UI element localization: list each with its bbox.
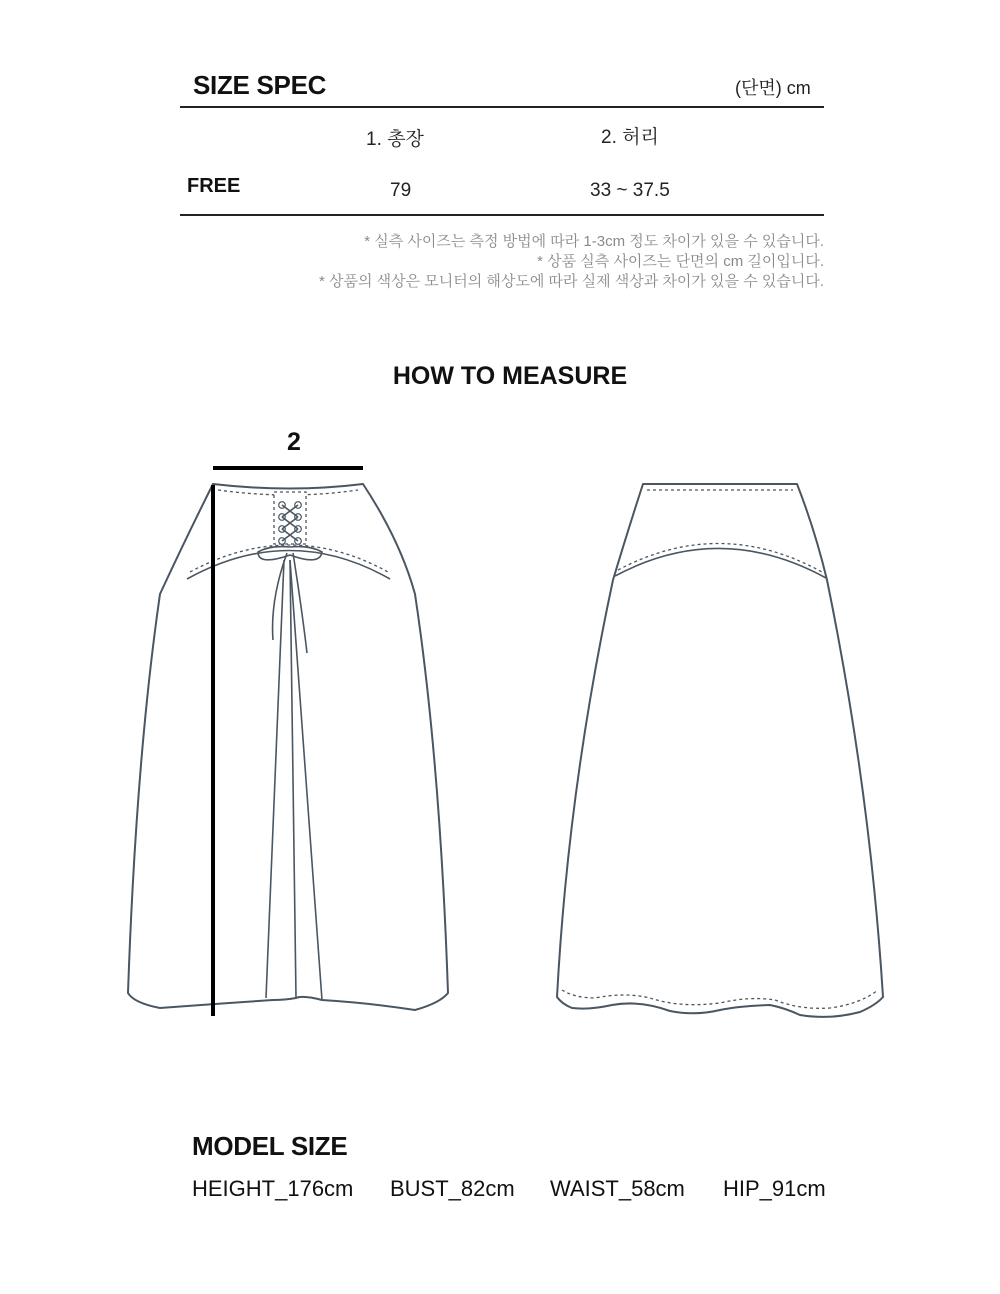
model-size-title: MODEL SIZE [192,1131,348,1161]
model-bust: BUST_82cm [390,1176,515,1201]
model-waist: WAIST_58cm [550,1176,685,1201]
waist-measure-label: 2 [287,428,301,456]
column-header-waist: 2. 허리 [601,127,659,148]
note-color-variance: * 상품의 색상은 모니터의 해상도에 따라 실제 색상과 차이가 있을 수 있습니다. [318,273,824,290]
size-spec-unit: (단면) cm [735,78,811,98]
model-hip: HIP_91cm [723,1176,826,1201]
size-spec-title: SIZE SPEC [193,70,327,100]
note-flat-measurement: * 상품 실측 사이즈는 단면의 cm 길이입니다. [537,253,824,270]
size-label: FREE [187,175,241,197]
length-value: 79 [390,180,412,201]
waist-value: 33 ~ 37.5 [590,180,670,201]
note-measurement-variance: * 실측 사이즈는 측정 방법에 따라 1-3cm 정도 차이가 있을 수 있습니다. [364,233,824,250]
model-height: HEIGHT_176cm [192,1176,354,1201]
column-header-length: 1. 총장 [366,129,424,150]
skirt-front-illustration [128,484,448,1010]
skirt-back-illustration [557,484,883,1017]
how-to-measure-title: HOW TO MEASURE [392,362,628,390]
